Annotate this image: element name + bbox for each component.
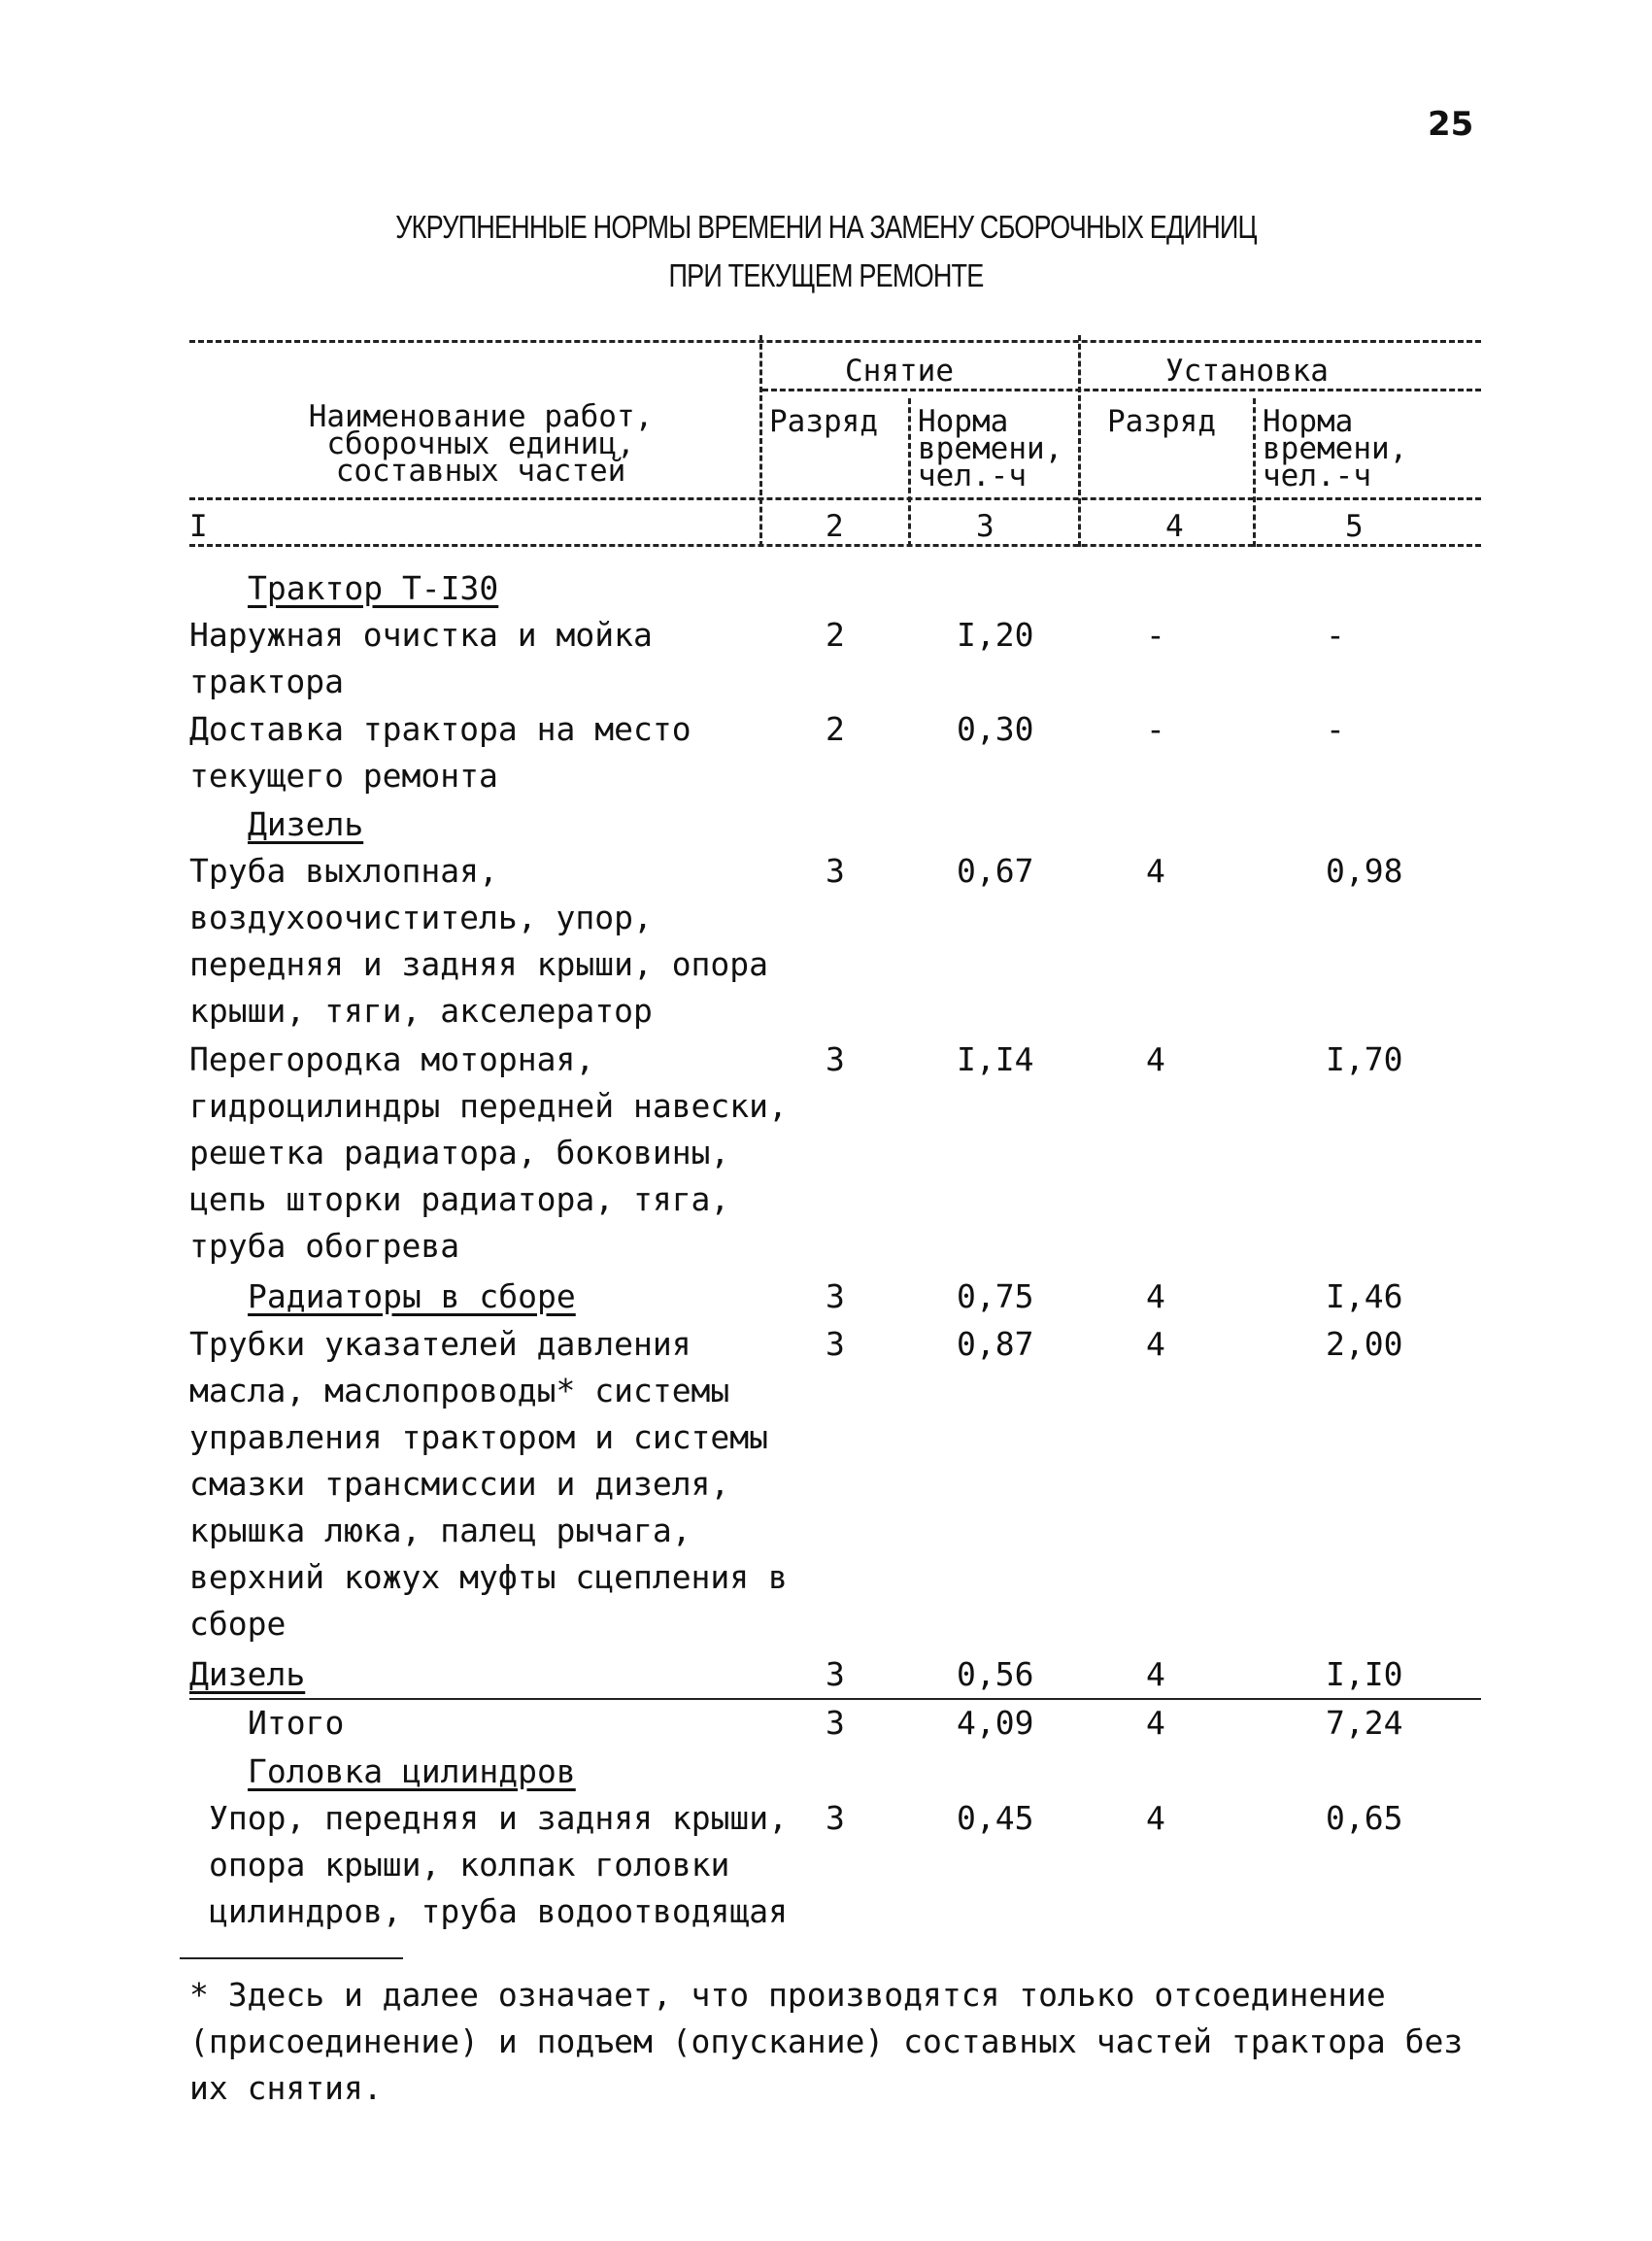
table-row-name: Радиаторы в сборе [248, 1277, 576, 1315]
col-numbers-rule [189, 544, 1481, 547]
table-cell-norm-install: 0,65 [1326, 1799, 1403, 1837]
table-cell-norm-removal: 0,87 [957, 1325, 1034, 1363]
page-number: 25 [1428, 105, 1474, 144]
header-install: Установка [1165, 354, 1329, 389]
table-cell-grade-removal: 3 [826, 1799, 845, 1837]
table-cell-grade-removal: 2 [826, 616, 845, 654]
table-cell-norm-install: I,70 [1326, 1040, 1403, 1078]
table-cell-grade-install: 4 [1146, 1325, 1165, 1363]
table-cell-norm-install: I,I0 [1326, 1655, 1403, 1693]
table-cell-norm-removal: I,I4 [957, 1040, 1034, 1078]
total-grade-install: 4 [1146, 1704, 1165, 1742]
table-cell-grade-install: 4 [1146, 1655, 1165, 1693]
col-number-3: 3 [976, 509, 995, 544]
header-bottom-rule [189, 497, 1481, 500]
total-norm-removal: 4,09 [957, 1704, 1034, 1742]
table-cell-grade-install: 4 [1146, 1799, 1165, 1837]
table-cell-grade-removal: 2 [826, 710, 845, 748]
table-cell-grade-install: - [1146, 616, 1165, 654]
col-number-2: 2 [826, 509, 844, 544]
header-col-divider-2 [908, 398, 911, 547]
table-cell-norm-removal: 0,67 [957, 852, 1034, 890]
table-row-name: Наружная очистка и мойка трактора [189, 616, 653, 700]
table-cell-grade-install: 4 [1146, 1040, 1165, 1078]
table-cell-norm-removal: 0,56 [957, 1655, 1034, 1693]
header-grade-removal: Разряд [769, 404, 878, 439]
table-cell-norm-install: - [1326, 710, 1345, 748]
table-cell-grade-removal: 3 [826, 1655, 845, 1693]
table-cell-grade-removal: 3 [826, 1040, 845, 1078]
table-row-name: Труба выхлопная, воздухоочиститель, упор, передняя и задняя крыши, опора крыши, тяги, акселератор [189, 852, 769, 1030]
table-cell-grade-install: 4 [1146, 852, 1165, 890]
table-cell-norm-install: 2,00 [1326, 1325, 1403, 1363]
table-cell-norm-removal: I,20 [957, 616, 1034, 654]
header-col-divider-4 [1253, 398, 1256, 547]
header-norm-removal: Норма времени, чел.-ч [918, 404, 1063, 493]
table-row-name: Трубки указателей давления масла, маслопроводы* системы управления трактором и системы смазки трансмиссии и дизеля, крышка люка, палец рычага, верхний кожух муфты сцепления в сборе [189, 1325, 788, 1643]
page-title: УКРУПНЕННЫЕ НОРМЫ ВРЕМЕНИ НА ЗАМЕНУ СБОРОЧНЫХ ЕДИНИЦ [395, 209, 1257, 245]
table-cell-norm-install: I,46 [1326, 1277, 1403, 1315]
header-removal: Снятие [845, 354, 954, 389]
table-cell-grade-removal: 3 [826, 1277, 845, 1315]
table-cell-grade-install: - [1146, 710, 1165, 748]
table-row-name: Перегородка моторная, гидроцилиндры передней навески, решетка радиатора, боковины, цепь шторки радиатора, тяга, труба обогрева [189, 1040, 788, 1265]
table-cell-norm-removal: 0,30 [957, 710, 1034, 748]
header-grade-install: Разряд [1107, 404, 1216, 439]
table-cell-grade-install: 4 [1146, 1277, 1165, 1315]
footnote-rule [180, 1957, 403, 1959]
table-row-name: Доставка трактора на место текущего ремонта [189, 710, 691, 795]
section-heading: Трактор Т-I30 [248, 569, 499, 607]
table-cell-grade-removal: 3 [826, 852, 845, 890]
header-norm-install: Норма времени, чел.-ч [1263, 404, 1408, 493]
table-cell-norm-removal: 0,45 [957, 1799, 1034, 1837]
section-heading: Дизель [248, 805, 364, 843]
table-cell-grade-removal: 3 [826, 1325, 845, 1363]
col-number-4: 4 [1165, 509, 1184, 544]
table-cell-norm-install: - [1326, 616, 1345, 654]
table-cell-norm-removal: 0,75 [957, 1277, 1034, 1315]
header-col-divider-1 [759, 335, 762, 547]
header-group-rule [762, 389, 1481, 391]
table-cell-norm-install: 0,98 [1326, 852, 1403, 890]
table-row-name: Дизель [189, 1655, 306, 1693]
table-row-name: Упор, передняя и задняя крыши, опора крыши, колпак головки цилиндров, труба водоотводящая [209, 1799, 789, 1930]
footnote: * Здесь и далее означает, что производятся только отсоединение (присоединение) и подъем (опускание) составных частей трактора без их снятия. [189, 1976, 1464, 2107]
page-subtitle: ПРИ ТЕКУЩЕМ РЕМОНТЕ [668, 257, 984, 293]
col-number-1: I [189, 509, 208, 544]
total-label: Итого [248, 1704, 345, 1742]
section-heading: Головка цилиндров [248, 1752, 576, 1790]
total-norm-install: 7,24 [1326, 1704, 1403, 1742]
header-name: Наименование работ, сборочных единиц, составных частей [308, 399, 654, 489]
col-number-5: 5 [1345, 509, 1364, 544]
header-top-rule [189, 340, 1481, 343]
header-col-divider-3 [1078, 335, 1081, 547]
total-grade-removal: 3 [826, 1704, 845, 1742]
